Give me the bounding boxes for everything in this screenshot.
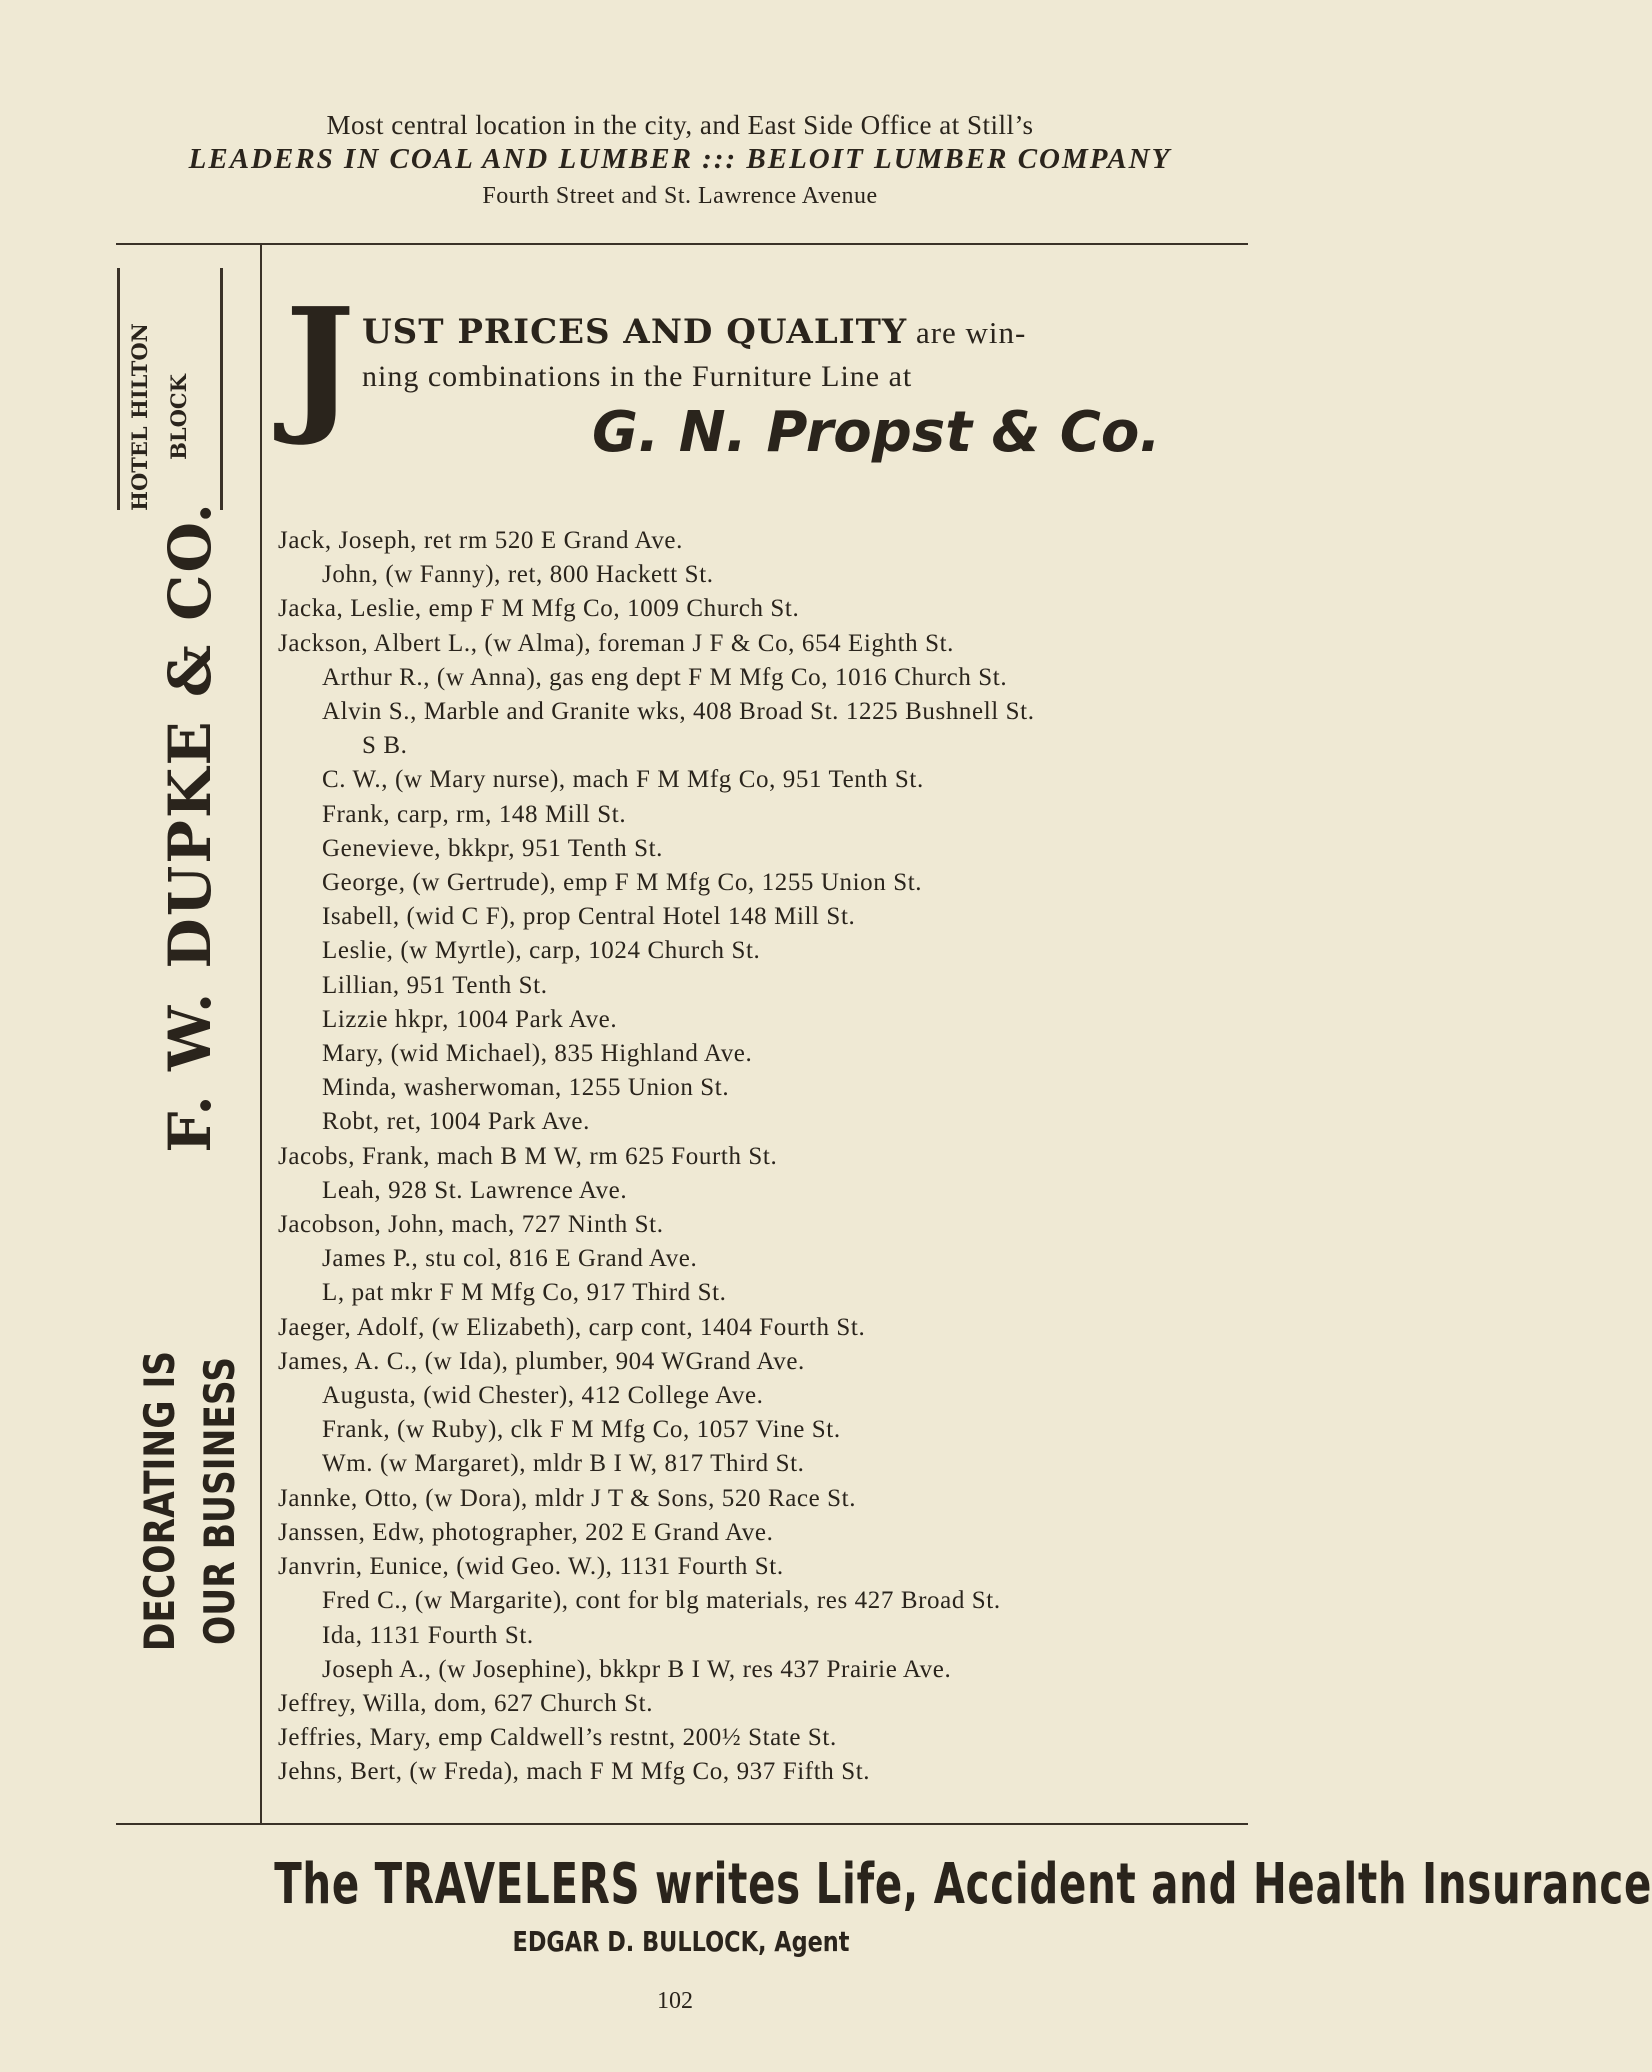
directory-entry: C. W., (w Mary nurse), mach F M Mfg Co, 951 Tenth St. xyxy=(322,766,924,794)
decorating-ad xyxy=(130,1296,250,1706)
directory-entry: Jacobson, John, mach, 727 Ninth St. xyxy=(278,1211,664,1239)
directory-entry: Jehns, Bert, (w Freda), mach F M Mfg Co, 937 Fifth St. xyxy=(278,1758,871,1786)
directory-entry: Augusta, (wid Chester), 412 College Ave. xyxy=(322,1382,764,1410)
dupke-company-ad: F. W. DUPKE & CO. xyxy=(156,501,224,1153)
directory-entry: Alvin S., Marble and Granite wks, 408 Broad St. 1225 Bushnell St. xyxy=(322,698,1035,726)
directory-entry: Janvrin, Eunice, (wid Geo. W.), 1131 Fourth St. xyxy=(278,1553,784,1581)
directory-entry: Isabell, (wid C F), prop Central Hotel 148 Mill St. xyxy=(322,903,856,931)
travelers-insurance-ad: The TRAVELERS writes Life, Accident and Health Insurance xyxy=(274,1852,1652,1917)
ad-caps: UST PRICES AND QUALITY xyxy=(362,312,908,352)
ad-line1-rest: are win- xyxy=(907,315,1027,350)
header-address-line: Fourth Street and St. Lawrence Avenue xyxy=(482,183,878,209)
directory-entry: George, (w Gertrude), emp F M Mfg Co, 1255 Union St. xyxy=(322,869,923,897)
directory-entry: Jeffrey, Willa, dom, 627 Church St. xyxy=(278,1689,654,1717)
ad-line1 xyxy=(362,312,1026,352)
directory-entry: Fred C., (w Margarite), cont for blg materials, res 427 Broad St. xyxy=(322,1587,1001,1615)
directory-entries xyxy=(278,524,1258,1790)
directory-entry: Jeffries, Mary, emp Caldwell’s restnt, 200½ State St. xyxy=(278,1724,837,1752)
ad-initial-letter: J xyxy=(285,275,356,449)
page-number: 102 xyxy=(657,1988,693,2014)
directory-entry: Wm. (w Margaret), mldr B I W, 817 Third St. xyxy=(322,1450,805,1478)
directory-entry: Janssen, Edw, photographer, 202 E Grand Ave. xyxy=(278,1518,774,1546)
directory-entry: Jannke, Otto, (w Dora), mldr J T & Sons, 520 Race St. xyxy=(278,1484,857,1512)
directory-entry: Joseph A., (w Josephine), bkkpr B I W, res 437 Prairie Ave. xyxy=(322,1655,952,1683)
ad-line2: ning combinations in the Furniture Line at xyxy=(362,360,913,393)
decor-line1: DECORATING IS xyxy=(135,1350,184,1652)
directory-entry: Jackson, Albert L., (w Alma), foreman J F & Co, 654 Eighth St. xyxy=(278,629,955,657)
directory-entry: James, A. C., (w Ida), plumber, 904 WGrand Ave. xyxy=(278,1347,805,1375)
top-rule xyxy=(116,243,1248,245)
bottom-rule xyxy=(116,1823,1248,1825)
directory-entry: Jaeger, Adolf, (w Elizabeth), carp cont, 1404 Fourth St. xyxy=(278,1313,866,1341)
column-divider xyxy=(260,245,262,1825)
directory-entry: Leah, 928 St. Lawrence Ave. xyxy=(322,1176,628,1204)
directory-entry: Minda, washerwoman, 1255 Union St. xyxy=(322,1074,730,1102)
hotel-line1: HOTEL HILTON xyxy=(127,323,152,511)
insurance-agent: EDGAR D. BULLOCK, Agent xyxy=(512,1925,850,1958)
hotel-line2: BLOCK xyxy=(166,374,191,460)
directory-entry: Jack, Joseph, ret rm 520 E Grand Ave. xyxy=(278,527,683,554)
directory-entry: Lillian, 951 Tenth St. xyxy=(322,971,548,999)
directory-entry: Frank, (w Ruby), clk F M Mfg Co, 1057 Vine St. xyxy=(322,1416,841,1444)
directory-entry: Mary, (wid Michael), 835 Highland Ave. xyxy=(322,1040,753,1068)
ad-company-name: G. N. Propst & Co. xyxy=(592,400,1161,465)
directory-entry: James P., stu col, 816 E Grand Ave. xyxy=(322,1245,698,1273)
header-lumber-ad: LEADERS IN COAL AND LUMBER ::: BELOIT LUMBER COMPANY xyxy=(188,143,1172,175)
directory-entry: Jacka, Leslie, emp F M Mfg Co, 1009 Church St. xyxy=(278,595,800,623)
directory-entry: Robt, ret, 1004 Park Ave. xyxy=(322,1108,590,1136)
directory-entry: Leslie, (w Myrtle), carp, 1024 Church St. xyxy=(322,937,761,965)
directory-entry: Ida, 1131 Fourth St. xyxy=(322,1621,534,1649)
directory-entry: Genevieve, bkkpr, 951 Tenth St. xyxy=(322,834,664,862)
directory-entry: Lizzie hkpr, 1004 Park Ave. xyxy=(322,1005,618,1033)
decor-line2: OUR BUSINESS xyxy=(195,1357,244,1645)
directory-entry: S B. xyxy=(362,732,408,760)
directory-entry: Arthur R., (w Anna), gas eng dept F M Mfg Co, 1016 Church St. xyxy=(322,663,1008,691)
directory-entry: Frank, carp, rm, 148 Mill St. xyxy=(322,800,627,828)
directory-entry: John, (w Fanny), ret, 800 Hackett St. xyxy=(322,561,714,589)
directory-entry: Jacobs, Frank, mach B M W, rm 625 Fourth St. xyxy=(278,1142,778,1170)
header-location-line: Most central location in the city, and East Side Office at Still’s xyxy=(326,110,1034,140)
directory-entry: L, pat mkr F M Mfg Co, 917 Third St. xyxy=(322,1279,727,1307)
